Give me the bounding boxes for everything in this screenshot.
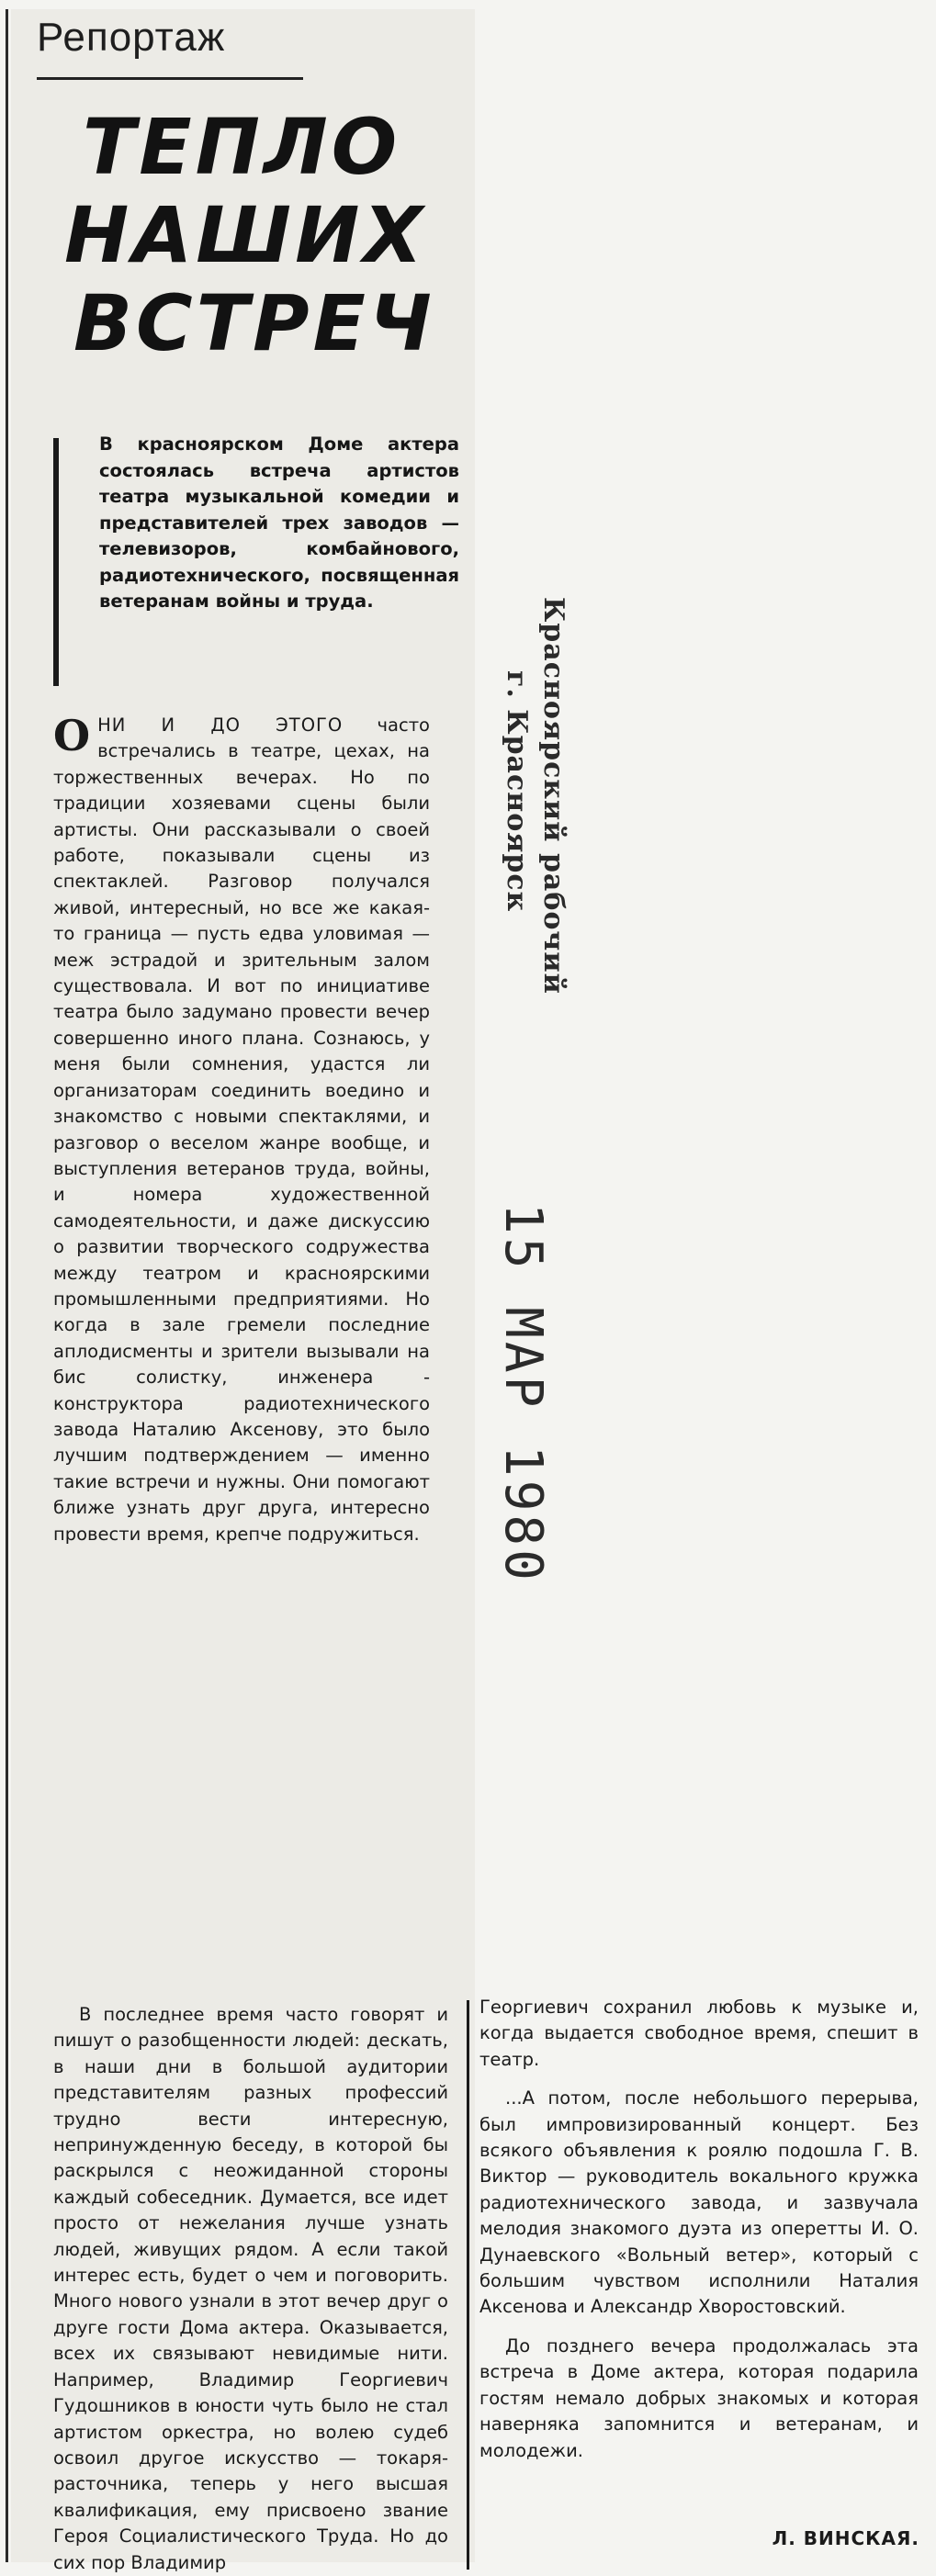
rubric: Репортаж [37,15,226,60]
date-stamp: 15 МАР 1980 [493,1203,553,1584]
rubric-rule [37,77,303,80]
headline [64,102,435,368]
opening-caps: НИ И ДО ЭТОГО [97,714,344,736]
headline-line-3: ВСТРЕЧ [73,278,435,368]
drop-cap: О [53,711,91,760]
left-column-2 [53,2002,448,2576]
right-column [479,1995,919,2464]
archive-stamp [478,514,588,1616]
lead-bar [53,438,59,686]
column-divider [467,2000,469,2570]
stamp-city: г. Красноярск [501,670,533,913]
right-paragraph-1: Георгиевич сохранил любовь к музыке и, когда выдается свободное время, спешит в театр. [479,1997,919,2070]
headline-line-2: НАШИХ [64,190,427,280]
right-paragraph-2: ...А потом, после небольшого перерыва, был импровизированный концерт. Без всякого объявления к роялю подошла Г. В. Виктор — руководитель вокального кружка радиотехнического завода, и зазвучала мелодия знакомого дуэта из оперетты И. О. Дунаевского «Вольный ветер», который с большим чувством исполнили Наталия Аксенова и Александр Хворостовский. [479,2087,919,2318]
right-paragraph-3: До позднего вечера продолжалась эта встреча в Доме актера, которая подарила гостям немало добрых знакомых и которая наверняка запомнится и ветеранам, и молодежи. [479,2334,919,2461]
headline-line-1: ТЕПЛО [83,102,401,192]
left-paragraph: В последнее время часто говорят и пишут о разобщенности людей: дескать, в наши дни в большой аудитории представителям разных профессий трудно вести интересную, непринужденную беседу, в которой бы раскрылся с неожиданной стороны каждый собеседник. Думается, все идет просто от нежелания лучше узнать людей, живущих рядом. А если такой интерес есть, будет о чем и поговорить. Много нового узнали в этот вечер друг о друге гости Дома актера. Оказывается, всех их связывают невидимые нити. Например, Владимир Георгиевич Гудошников в юности чуть было не стал артистом оркестра, но волею судеб освоил другое искусство — токаря-расточника, теперь у него высшая квалификация, ему присвоено звание Героя Социалистического Труда. Но до сих пор Владимир [53,2004,448,2573]
author-signature: Л. ВИНСКАЯ. [772,2527,919,2549]
main-column [53,713,430,1547]
lead-paragraph: В красноярском Доме актера состоялась встреча артистов театра музыкальной комедии и представителей трех заводов — телевизоров, комбайнового, радиотехнического, посвященная ветеранам войны и труда. [99,433,459,612]
main-text: часто встречались в театре, цехах, на торжественных вечерах. Но по традиции хозяевами сцены были артисты. Они рассказывали о своей работе, показывали сцены из спектаклей. Разговор получался живой, интересный, но все же какая-то граница — пусть едва уловимая — меж эстрадой и зрительным залом существовала. И вот по инициативе театра было задумано провести вечер совершенно иного плана. Сознаюсь, у меня были сомнения, удастся ли организаторам соединить воедино и знакомство с новыми спектаклями, и разговор о веселом жанре вообще, и выступления ветеранов труда, войны, и номера художественной самодеятельности, и даже дискуссию о развитии творческого содружества между театром и красноярскими промышленными предприятиями. Но когда в зале гремели последние аплодисменты и зрители вызывали на бис солистку, инженера - конструктора радиотехнического завода Наталию Аксенову, это было лучшим подтверждением — именно такие встречи и нужны. Они помогают ближе узнать друг друга, интересно провести время, крепче подружиться. [53,714,430,1545]
stamp-newspaper-name: Красноярский рабочий [537,597,569,995]
